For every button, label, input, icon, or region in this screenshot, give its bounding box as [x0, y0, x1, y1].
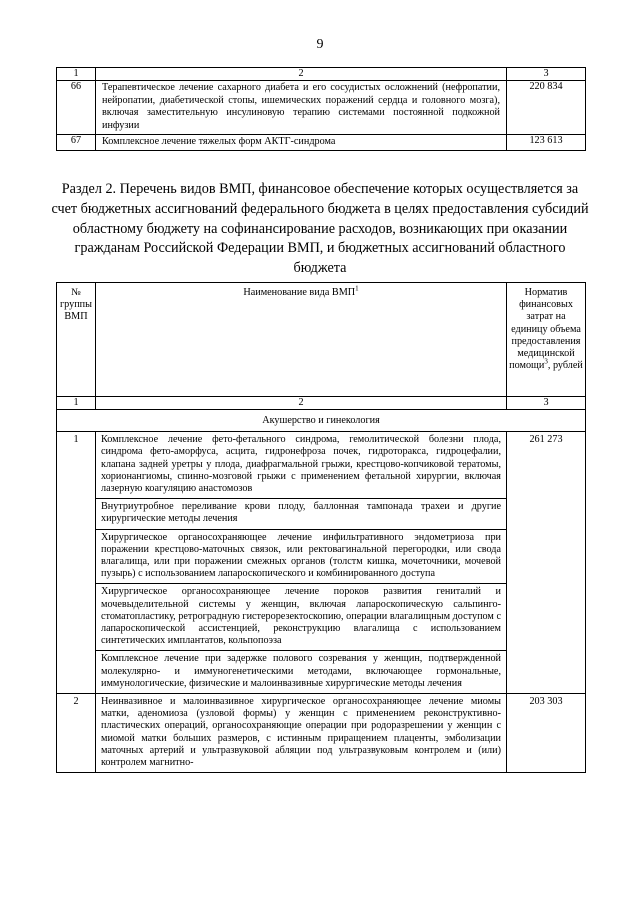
group-number: 67 — [57, 135, 96, 151]
cost-value: 123 613 — [507, 135, 586, 151]
header-vmp-name — [96, 283, 507, 397]
header-cell-2: 2 — [96, 68, 507, 81]
treatment-item: Комплексное лечение фето-фетального синдрома, гемолитической болезни плода, синдрома фето-аморфуса, асцита, гидронефроза почек, гидроторакса, гидроцефалии, клапана задней уретры у плода, диафрагмальной грыжи, крестцово-копчиковой тератомы, хорионангиомы, спинно-мозговой грыжи с применением фетальной хирургии, включая лазерную коагуляцию анастомозов — [96, 432, 506, 499]
table-row — [57, 135, 586, 151]
header-cost-norm-unit: , рублей — [547, 360, 583, 372]
section-heading: Раздел 2. Перечень видов ВМП, финансовое обеспечение которых осуществляется за счет бюджетных ассигнований федерального бюджета в целях предоставления субсидий областному бюджету на софинансирование расходов, возникающих при оказании гражданам Российской Федерации ВМП, и бюджетных ассигнований областного бюджета — [51, 181, 589, 277]
treatment-description: Комплексное лечение тяжелых форм АКТГ-синдрома — [96, 135, 507, 151]
header-cell-3: 3 — [507, 68, 586, 81]
group-number: 1 — [57, 432, 96, 694]
table-row — [57, 81, 586, 135]
footnote-marker: 1 — [355, 284, 359, 293]
header-group-number: № группы ВМП — [57, 283, 96, 397]
table-header-row — [57, 68, 586, 81]
header-cost-norm — [507, 283, 586, 397]
vmp-table — [56, 282, 586, 773]
cost-value: 261 273 — [507, 432, 586, 694]
index-cell-2: 2 — [96, 397, 507, 410]
treatment-item: Комплексное лечение при задержке полового созревания у женщин, подтвержденной молекулярно- и иммуногенетическими методами, включающее гормональные, иммунологические, физические и малоинвазивные хирургические методы лечения — [101, 653, 501, 689]
index-cell-1: 1 — [57, 397, 96, 410]
index-cell-3: 3 — [507, 397, 586, 410]
table-row — [57, 432, 586, 694]
header-cost-norm-text: Норматив финансовых затрат на единицу объема предоставления медицинской помощи — [509, 287, 581, 372]
category-row — [57, 410, 586, 432]
cost-value: 203 303 — [507, 694, 586, 773]
treatment-item: Неинвазивное и малоинвазивное хирургическое органосохраняющее лечение миомы матки, аденомиоза (узловой формы) у женщин с применением реконструктивно-пластических операций, органосохраняющие операции при родоразрешении у женщин с миомой матки больших размеров, с истинным приращением плаценты, эмболизации маточных артерий и ультразвуковой абляции под ультразвуковым контролем и (или) контролем магнитно- — [101, 696, 501, 769]
column-index-row — [57, 397, 586, 410]
continuation-table — [56, 67, 586, 151]
treatment-item: Внутриутробное переливание крови плоду, баллонная тампонада трахеи и другие хирургические методы лечения — [96, 499, 506, 529]
group-number: 2 — [57, 694, 96, 773]
cost-value: 220 834 — [507, 81, 586, 135]
page-number: 9 — [316, 37, 324, 52]
footnote-marker: 3 — [544, 357, 548, 366]
header-vmp-name-text: Наименование вида ВМП — [243, 287, 356, 298]
table-header-row — [57, 283, 586, 397]
table-row — [57, 694, 586, 773]
category-title: Акушерство и гинекология — [57, 410, 586, 432]
header-cell-1: 1 — [57, 68, 96, 81]
treatment-item: Хирургическое органосохраняющее лечение пороков развития гениталий и мочевыделительной системы у женщин, включая лапароскопическую сальпинго-стоматопластику, ретроградную гистерорезектоскопию, операции влагалищным доступом с лапароскопической ассистенцией, реконструкцию влагалища с использованием синтетических имплантатов, кольпопоэза — [96, 584, 506, 651]
treatment-description: Терапевтическое лечение сахарного диабета и его сосудистых осложнений (нефропатии, нейропатии, диабетической стопы, ишемических поражений сердца и головного мозга), включая заместительную инсулиновую терапию системами постоянной подкожной инфузии — [96, 81, 507, 135]
treatment-item: Хирургическое органосохраняющее лечение инфильтративного эндометриоза при поражении крестцово-маточных связок, или ректовагинальной перегородки, или свода влагалища, или при поражении смежных органов (толстм кишка, мочеточники, мочевой пузырь) с использованием лапароскопического и комбинированного доступа — [96, 530, 506, 585]
group-number: 66 — [57, 81, 96, 135]
treatment-list — [96, 694, 507, 773]
treatment-list — [96, 432, 507, 694]
